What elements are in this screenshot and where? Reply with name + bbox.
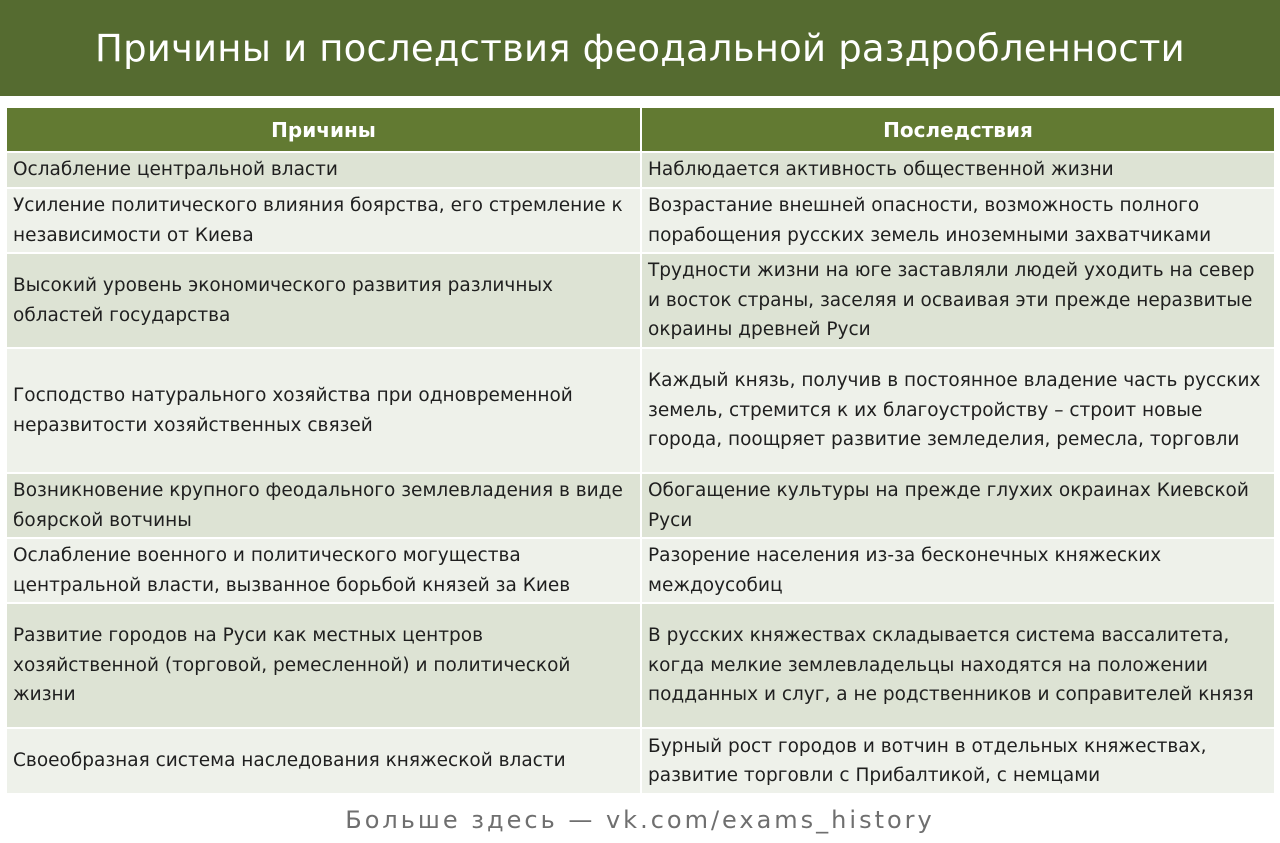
cause-cell [7, 348, 641, 473]
cause-cell [7, 603, 641, 728]
consequence-text: Трудности жизни на юге заставляли людей уходить на север и восток страны, заселяя и осваивая эти прежде неразвитые окраины древней Руси [648, 260, 1255, 341]
table-row [7, 348, 1274, 473]
consequence-text: В русских княжествах складывается система вассалитета, когда мелкие землевладельцы находятся на положении подданных и слуг, а не родственников и соправителей князя [648, 625, 1254, 706]
consequence-text: Разорение населения из-за бесконечных княжеских междоусобиц [648, 545, 1162, 596]
cause-cell [7, 538, 641, 603]
causes-consequences-table [7, 108, 1274, 793]
table-row [7, 253, 1274, 348]
cause-text: Ослабление центральной власти [13, 159, 338, 181]
footer-link-text: Больше здесь — vk.com/exams_history [345, 806, 935, 834]
consequence-text: Обогащение культуры на прежде глухих окраинах Киевской Руси [648, 480, 1249, 531]
table-row [7, 473, 1274, 538]
cause-text: Усиление политического влияния боярства, его стремление к независимости от Киева [13, 195, 623, 246]
consequence-cell [641, 538, 1274, 603]
cause-cell [7, 728, 641, 793]
header-consequences: Последствия [641, 108, 1274, 152]
consequence-cell [641, 253, 1274, 348]
cause-cell [7, 253, 641, 348]
consequence-cell [641, 473, 1274, 538]
cause-text: Господство натурального хозяйства при одновременной неразвитости хозяйственных связей [13, 385, 573, 436]
consequence-text: Бурный рост городов и вотчин в отдельных княжествах, развитие торговли с Прибалтикой, с немцами [648, 735, 1207, 786]
table-row [7, 603, 1274, 728]
consequence-cell [641, 152, 1274, 188]
cause-cell [7, 473, 641, 538]
cause-text: Ослабление военного и политического могущества центральной власти, вызванное борьбой князей за Киев [13, 545, 571, 596]
cause-cell [7, 152, 641, 188]
cause-text: Своеобразная система наследования княжеской власти [13, 750, 566, 772]
table-row [7, 152, 1274, 188]
consequence-cell [641, 603, 1274, 728]
consequence-cell [641, 348, 1274, 473]
table-row [7, 538, 1274, 603]
table-header-row [7, 108, 1274, 152]
cause-text: Развитие городов на Руси как местных центров хозяйственной (торговой, ремесленной) и политической жизни [13, 625, 571, 706]
cause-cell [7, 188, 641, 253]
consequence-text: Каждый князь, получив в постоянное владение часть русских земель, стремится к их благоустройству – строит новые города, поощряет развитие земледелия, ремесла, торговли [648, 370, 1261, 451]
consequence-cell [641, 188, 1274, 253]
table-row [7, 188, 1274, 253]
cause-text: Возникновение крупного феодального землевладения в виде боярской вотчины [13, 480, 623, 531]
header-causes: Причины [7, 108, 641, 152]
consequence-text: Наблюдается активность общественной жизни [648, 159, 1114, 181]
consequence-text: Возрастание внешней опасности, возможность полного порабощения русских земель иноземными захватчиками [648, 195, 1212, 246]
consequence-cell [641, 728, 1274, 793]
table-row [7, 728, 1274, 793]
table-container [7, 108, 1274, 793]
cause-text: Высокий уровень экономического развития различных областей государства [13, 275, 553, 326]
title-bar [0, 0, 1280, 96]
page-title: Причины и последствия феодальной раздробленности [95, 26, 1185, 70]
